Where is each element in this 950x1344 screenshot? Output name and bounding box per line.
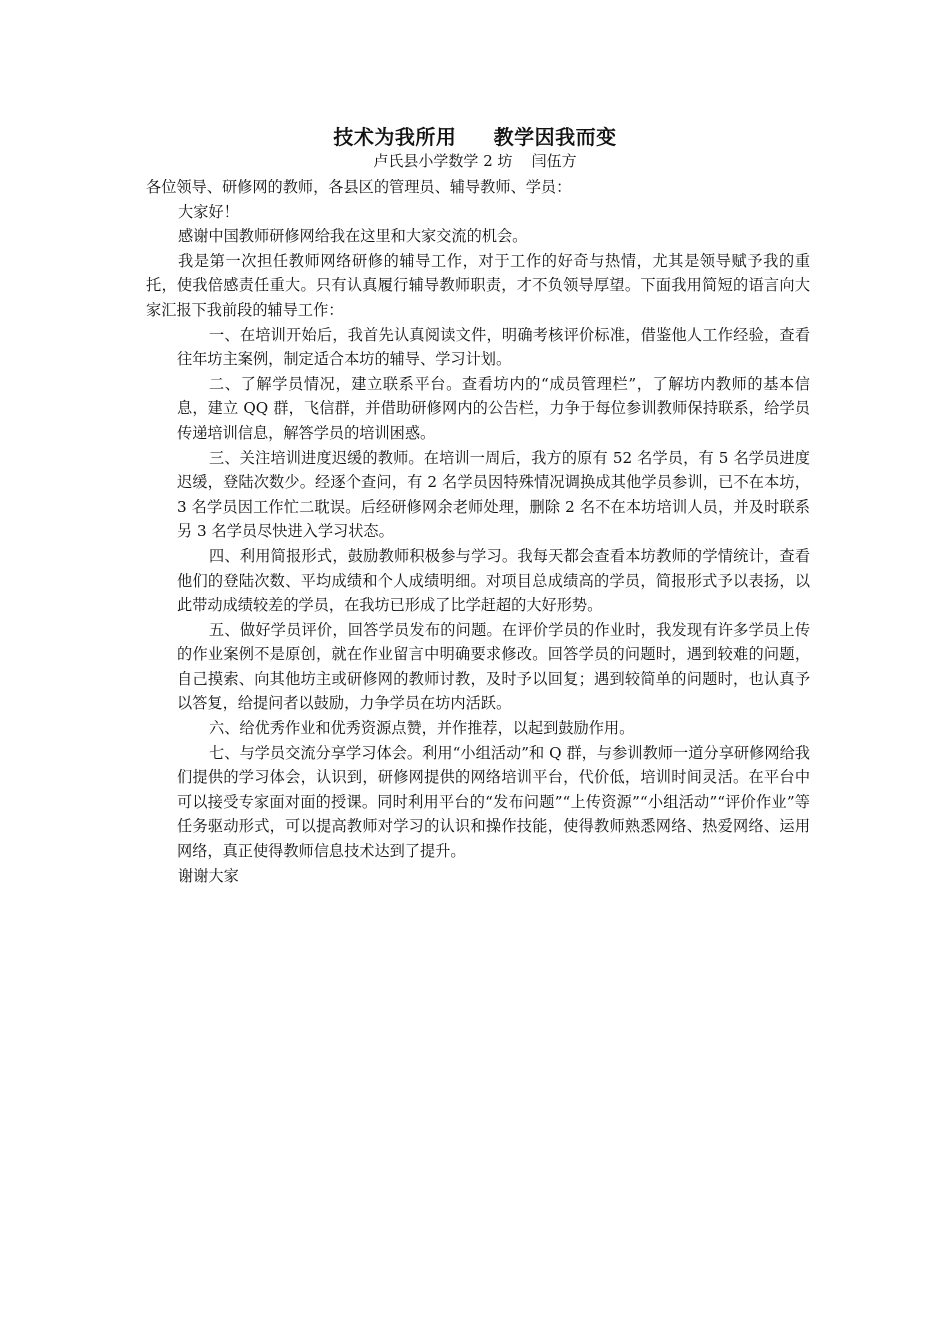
list-item: 三、关注培训进度迟缓的教师。在培训一周后，我方的原有 52 名学员，有 5 名学员进度迟缓，登陆次数少。经逐个查问，有 2 名学员因特殊情况调换成其他学员参训，已不在本坊，3 名学员因工作忙二耽误。后经研修网余老师处理，删除 2 名不在本坊培训人员，并及时联系另 3 名学员尽快进入学习状态。 [177,448,810,541]
closing: 谢谢大家 [178,866,239,885]
list-item: 六、给优秀作业和优秀资源点赞，并作推荐，以起到鼓励作用。 [209,719,635,738]
list-item: 五、做好学员评价，回答学员发布的问题。在评价学员的作业时，我发现有许多学员上传的作业案例不是原创，就在作业留言中明确要求修改。回答学员的问题时，遇到较难的问题，自己摸索、向其他坊主或研修网的教师讨教，及时予以回复；遇到较简单的问题时，也认真予以答复，给提问者以鼓励，力争学员在坊内活跃。 [177,620,810,713]
list-item: 二、了解学员情况，建立联系平台。查看坊内的“成员管理栏”，了解坊内教师的基本信息，建立 QQ 群，飞信群，并借助研修网内的公告栏，力争于每位参训教师保持联系，给学员传递培训信息，解答学员的培训困惑。 [177,374,810,442]
work-items-list [146,323,810,864]
list-item: 四、利用简报形式，鼓励教师积极参与学习。我每天都会查看本坊教师的学情统计，查看他们的登陆次数、平均成绩和个人成绩明细。对项目总成绩高的学员，简报形式予以表扬，以此带动成绩较差的学员，在我坊已形成了比学赶超的大好形势。 [177,546,810,615]
document-subtitle: 卢氏县小学数学 2 坊 闫伍方 [373,152,577,170]
thanks-intro: 感谢中国教师研修网给我在这里和大家交流的机会。 [178,227,528,246]
intro-paragraph: 我是第一次担任教师网络研修的辅导工作，对于工作的好奇与热情，尤其是领导赋予我的重托，使我倍感责任重大。只有认真履行辅导教师职责，才不负领导厚望。下面我用简短的语言向大家汇报下我前段的辅导工作： [146,251,810,319]
salutation: 各位领导、研修网的教师，各县区的管理员、辅导教师、学员： [146,178,572,196]
list-item: 七、与学员交流分享学习体会。利用“小组活动”和 Q 群，与参训教师一道分享研修网给我们提供的学习体会，认识到，研修网提供的网络培训平台，代价低，培训时间灵活。在平台中可以接受专家面对面的授课。同时利用平台的“发布问题”“上传资源”“小组活动”“评价作业”等任务驱动形式，可以提高教师对学习的认识和操作技能，使得教师熟悉网络、热爱网络、运用网络，真正使得教师信息技术达到了提升。 [177,743,810,861]
greeting: 大家好！ [178,202,239,221]
document-body [146,175,810,888]
list-item: 一、在培训开始后，我首先认真阅读文件，明确考核评价标准，借鉴他人工作经验，查看往年坊主案例，制定适合本坊的辅导、学习计划。 [177,325,810,369]
document-title: 技术为我所用 教学因我而变 [333,125,617,149]
